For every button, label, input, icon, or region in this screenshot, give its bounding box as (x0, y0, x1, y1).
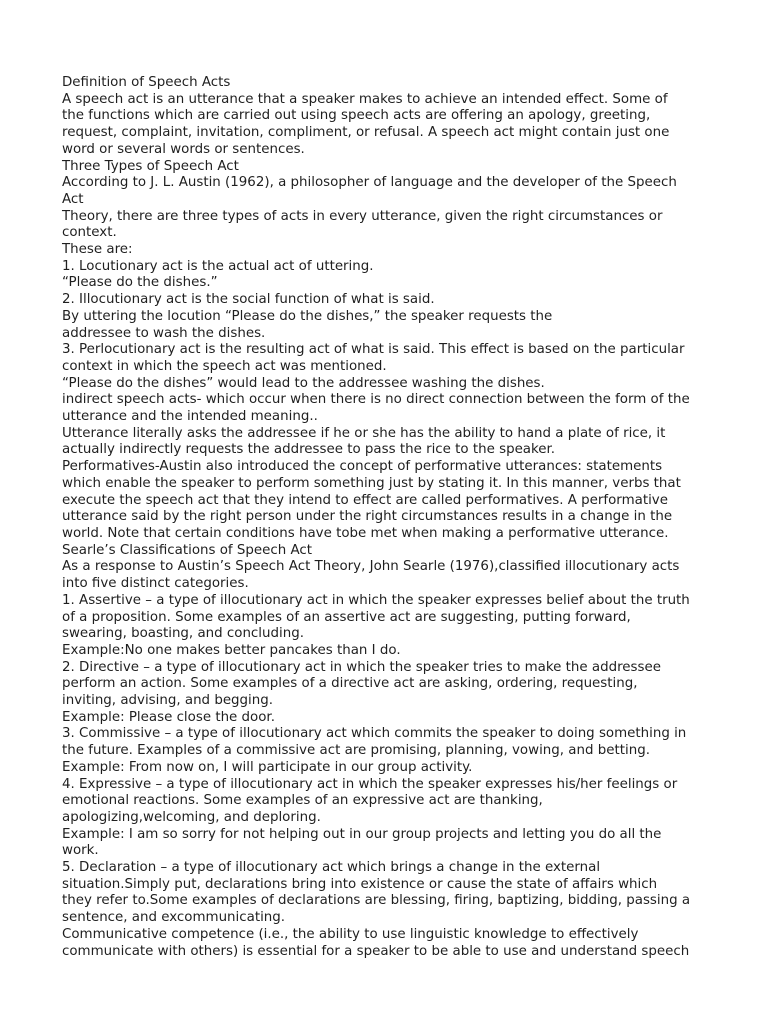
text-line: Theory, there are three types of acts in every utterance, given the right circumstances or (62, 208, 663, 224)
text-line: 3. Perlocutionary act is the resulting act of what is said. This effect is based on the particular (62, 342, 685, 358)
text-line: the functions which are carried out using speech acts are offering an apology, greeting, (62, 108, 651, 124)
text-line: 1. Assertive – a type of illocutionary act in which the speaker expresses belief about the truth (62, 592, 690, 608)
text-line: the future. Examples of a commissive act are promising, planning, vowing, and betting. (62, 743, 650, 759)
text-line: Example: Please close the door. (62, 709, 275, 725)
text-line: sentence, and excommunicating. (62, 910, 286, 926)
text-line: 2. Illocutionary act is the social function of what is said. (62, 292, 435, 308)
text-line: perform an action. Some examples of a directive act are asking, ordering, requesting, (62, 676, 638, 692)
text-line: 4. Expressive – a type of illocutionary act in which the speaker expresses his/her feelings or (62, 776, 678, 792)
text-line: inviting, advising, and begging. (62, 693, 274, 709)
text-line: Searle’s Classifications of Speech Act (62, 542, 313, 558)
text-line: Example: I am so sorry for not helping out in our group projects and letting you do all the (62, 826, 662, 842)
text-line: 2. Directive – a type of illocutionary act in which the speaker tries to make the addressee (62, 659, 661, 675)
text-line: “Please do the dishes.” (62, 275, 218, 291)
text-line: By uttering the locution “Please do the dishes,” the speaker requests the (62, 308, 553, 324)
text-line: addressee to wash the dishes. (62, 325, 266, 341)
text-line: indirect speech acts- which occur when there is no direct connection between the form of the (62, 392, 690, 408)
document-body (62, 75, 722, 960)
text-line: word or several words or sentences. (62, 141, 305, 157)
text-line: actually indirectly requests the addressee to pass the rice to the speaker. (62, 442, 556, 458)
text-line: Definition of Speech Acts (62, 75, 231, 90)
text-line: According to J. L. Austin (1962), a philosopher of language and the developer of the Speech (62, 175, 677, 191)
text-line: into five distinct categories. (62, 576, 249, 592)
text-line: 1. Locutionary act is the actual act of uttering. (62, 258, 374, 274)
text-line: emotional reactions. Some examples of an expressive act are thanking, (62, 793, 543, 809)
text-line: Communicative competence (i.e., the ability to use linguistic knowledge to effectively (62, 926, 639, 942)
text-line: which enable the speaker to perform something just by stating it. In this manner, verbs that (62, 475, 681, 491)
text-line: Utterance literally asks the addressee if he or she has the ability to hand a plate of rice, it (62, 425, 666, 441)
text-line: of a proposition. Some examples of an assertive act are suggesting, putting forward, (62, 609, 631, 625)
text-line: 3. Commissive – a type of illocutionary act which commits the speaker to doing something in (62, 726, 687, 742)
text-line: “Please do the dishes” would lead to the addressee washing the dishes. (62, 375, 545, 391)
text-line: they refer to.Some examples of declarations are blessing, firing, baptizing, bidding, passing a (62, 893, 691, 909)
text-line: Three Types of Speech Act (62, 158, 239, 174)
text-line: As a response to Austin’s Speech Act Theory, John Searle (1976),classified illocutionary acts (62, 559, 680, 575)
text-line: communicate with others) is essential for a speaker to be able to use and understand speech (62, 943, 690, 959)
text-line: context. (62, 225, 117, 241)
text-line: Performatives-Austin also introduced the concept of performative utterances: statements (62, 459, 663, 475)
text-line: utterance said by the right person under the right circumstances results in a change in the (62, 509, 673, 525)
text-line: context in which the speech act was mentioned. (62, 358, 387, 374)
text-line: swearing, boasting, and concluding. (62, 626, 304, 642)
text-line: utterance and the intended meaning.. (62, 409, 318, 425)
text-line: 5. Declaration – a type of illocutionary act which brings a change in the external (62, 860, 601, 876)
text-line: world. Note that certain conditions have tobe met when making a performative utterance. (62, 525, 669, 541)
text-line: situation.Simply put, declarations bring into existence or cause the state of affairs which (62, 876, 658, 892)
text-line: apologizing,welcoming, and deploring. (62, 809, 321, 825)
text-line: These are: (62, 242, 133, 258)
text-line: Act (62, 191, 84, 207)
text-line: A speech act is an utterance that a speaker makes to achieve an intended effect. Some of (62, 91, 668, 107)
text-line: Example:No one makes better pancakes than I do. (62, 642, 401, 658)
text-line: request, complaint, invitation, compliment, or refusal. A speech act might contain just one (62, 125, 670, 141)
text-line: work. (62, 843, 99, 859)
text-line: execute the speech act that they intend to effect are called performatives. A performative (62, 492, 668, 508)
text-line: Example: From now on, I will participate in our group activity. (62, 759, 473, 775)
